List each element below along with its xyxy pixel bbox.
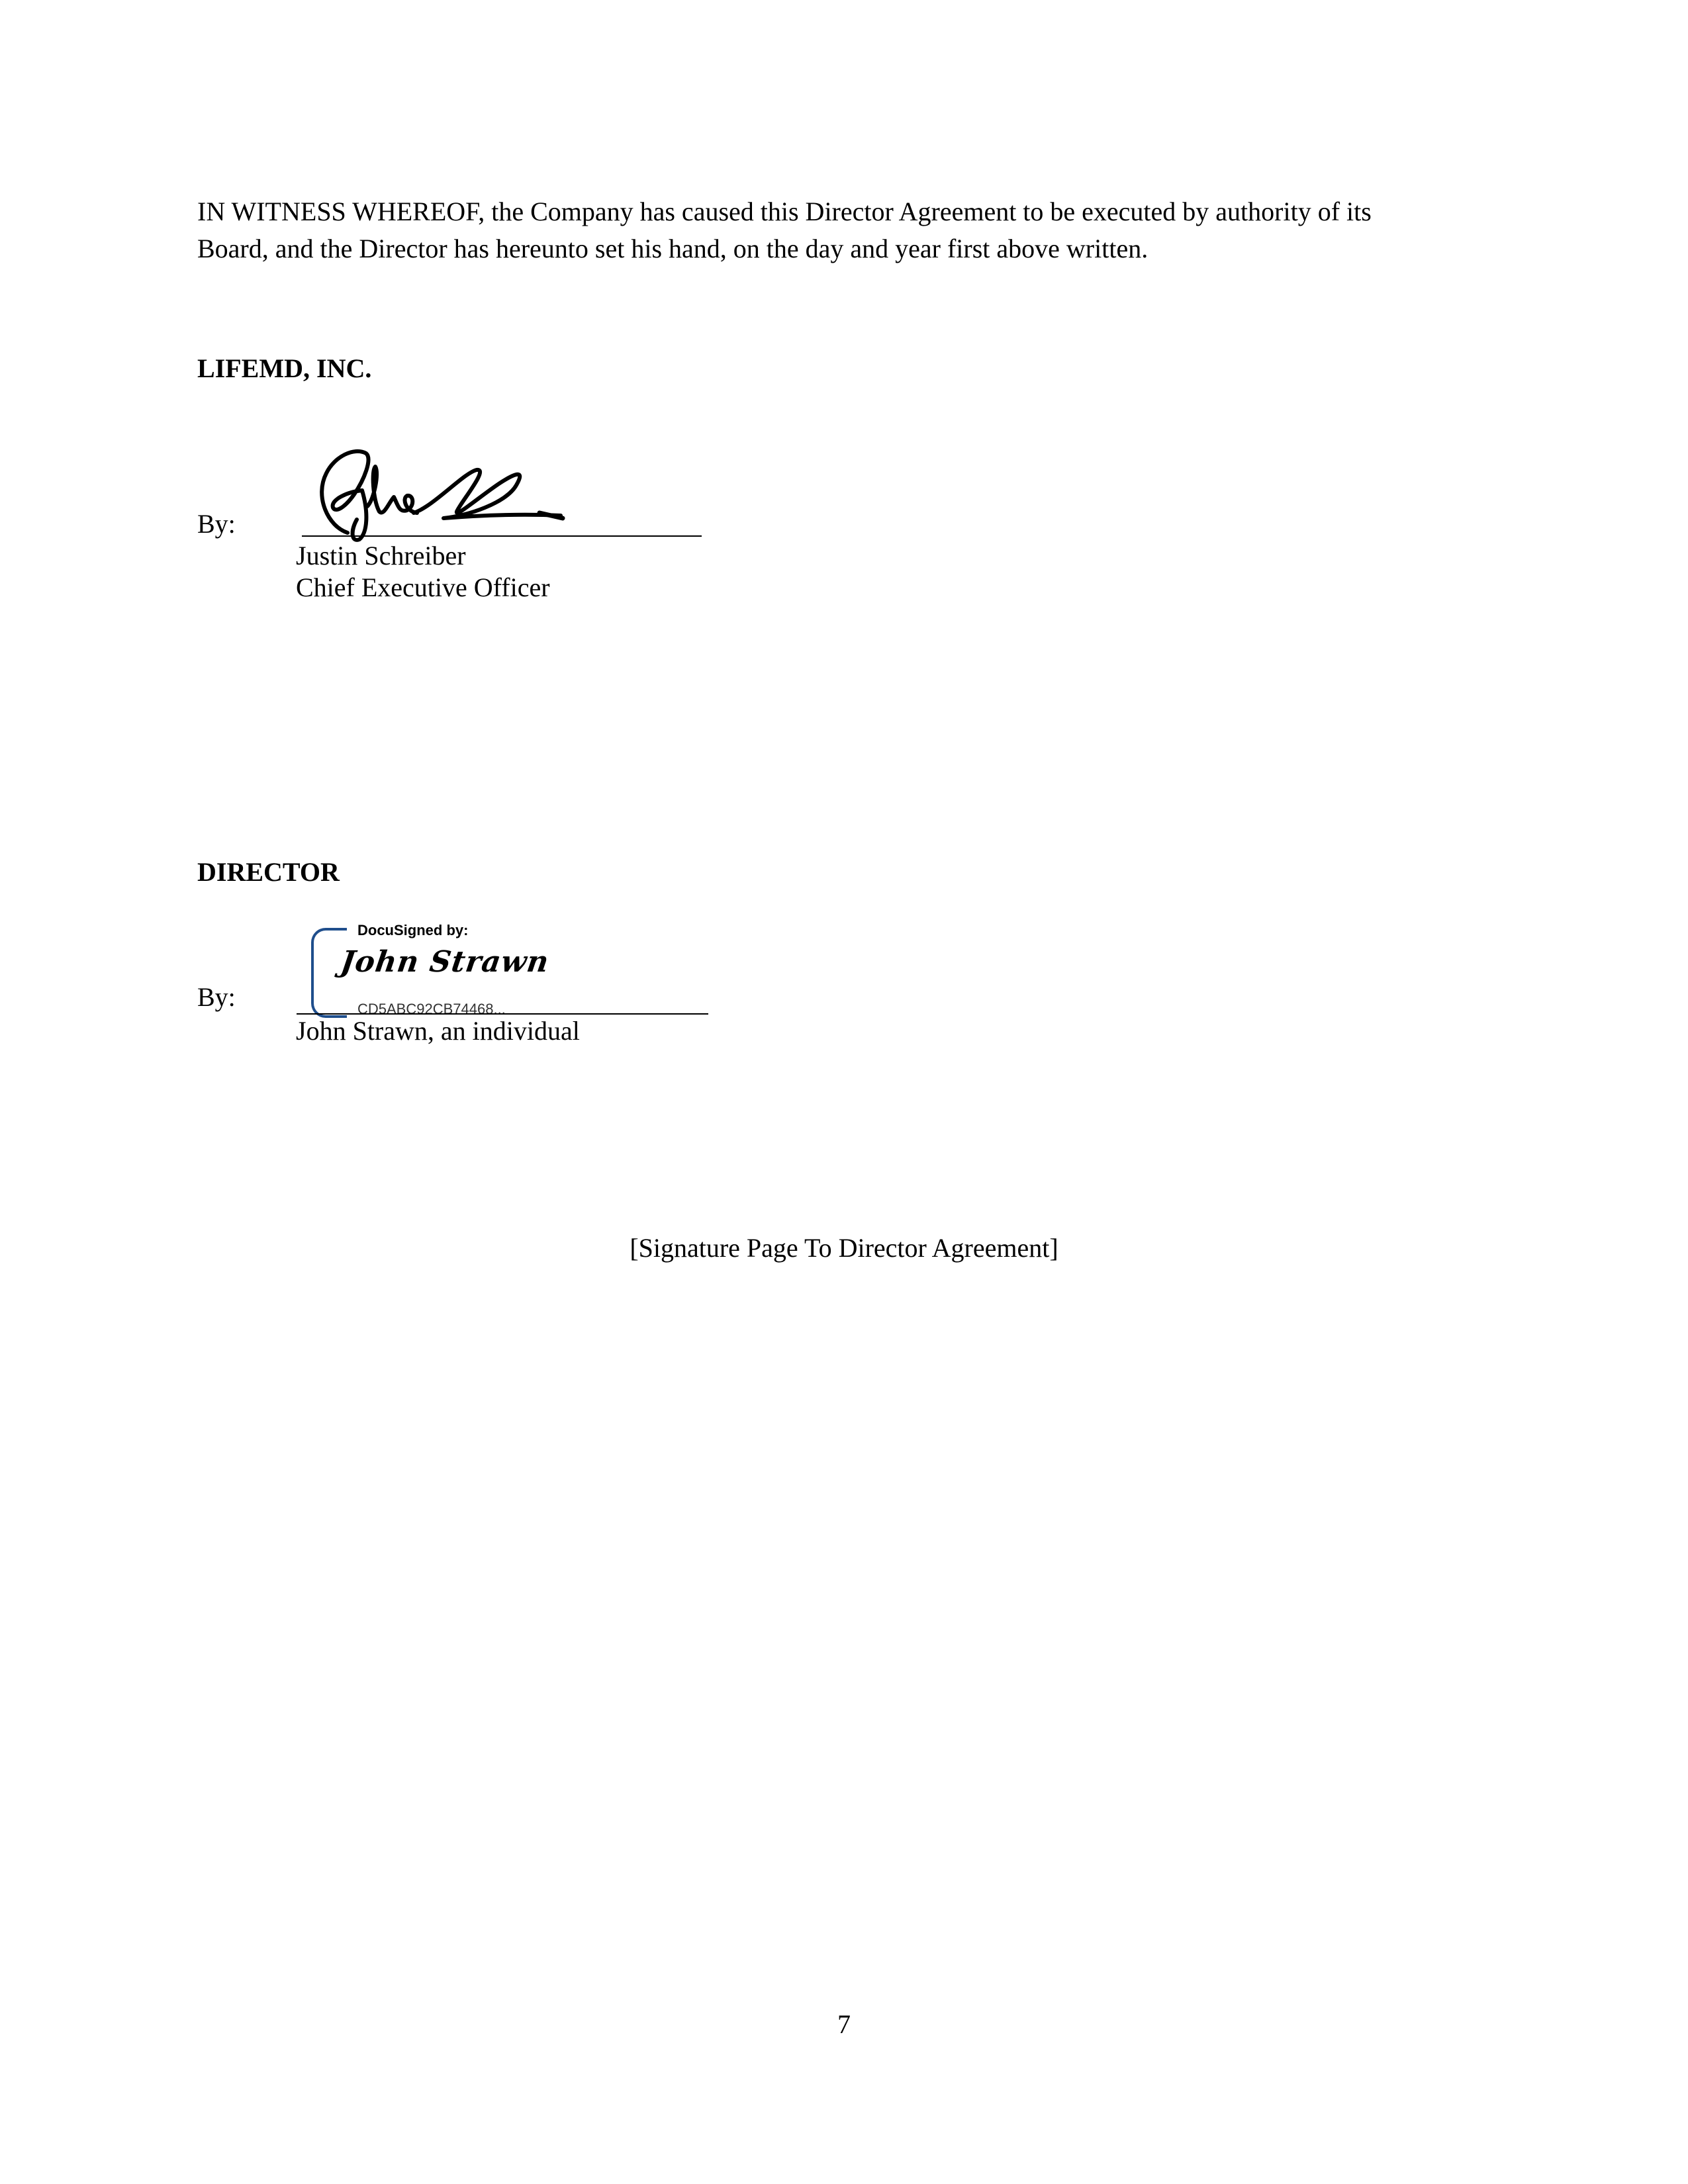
signature-page-caption: [Signature Page To Director Agreement] bbox=[630, 1233, 1058, 1263]
director-signature-line bbox=[297, 1013, 708, 1015]
witness-clause bbox=[197, 193, 1508, 267]
director-heading: DIRECTOR bbox=[197, 857, 340, 887]
witness-clause-line-2: Board, and the Director has hereunto set his hand, on the day and year first above written. bbox=[197, 234, 1149, 263]
page-number: 7 bbox=[837, 2009, 851, 2039]
docusign-signature: John Strawn bbox=[338, 945, 551, 979]
docusign-header: DocuSigned by: bbox=[357, 922, 469, 938]
director-signer-name: John Strawn, an individual bbox=[296, 1016, 580, 1046]
company-handwritten-signature bbox=[301, 433, 579, 546]
company-heading: LIFEMD, INC. bbox=[197, 353, 372, 383]
witness-clause-line-1: IN WITNESS WHEREOF, the Company has caused this Director Agreement to be executed by authority of its bbox=[197, 197, 1372, 226]
company-signer-name: Justin Schreiber bbox=[296, 541, 466, 570]
docusign-envelope-id: CD5ABC92CB74468... bbox=[357, 1001, 506, 1017]
company-signature-line bbox=[302, 535, 702, 537]
company-signer-title: Chief Executive Officer bbox=[296, 572, 550, 602]
company-by-label: By: bbox=[197, 509, 236, 539]
director-by-label: By: bbox=[197, 982, 236, 1012]
